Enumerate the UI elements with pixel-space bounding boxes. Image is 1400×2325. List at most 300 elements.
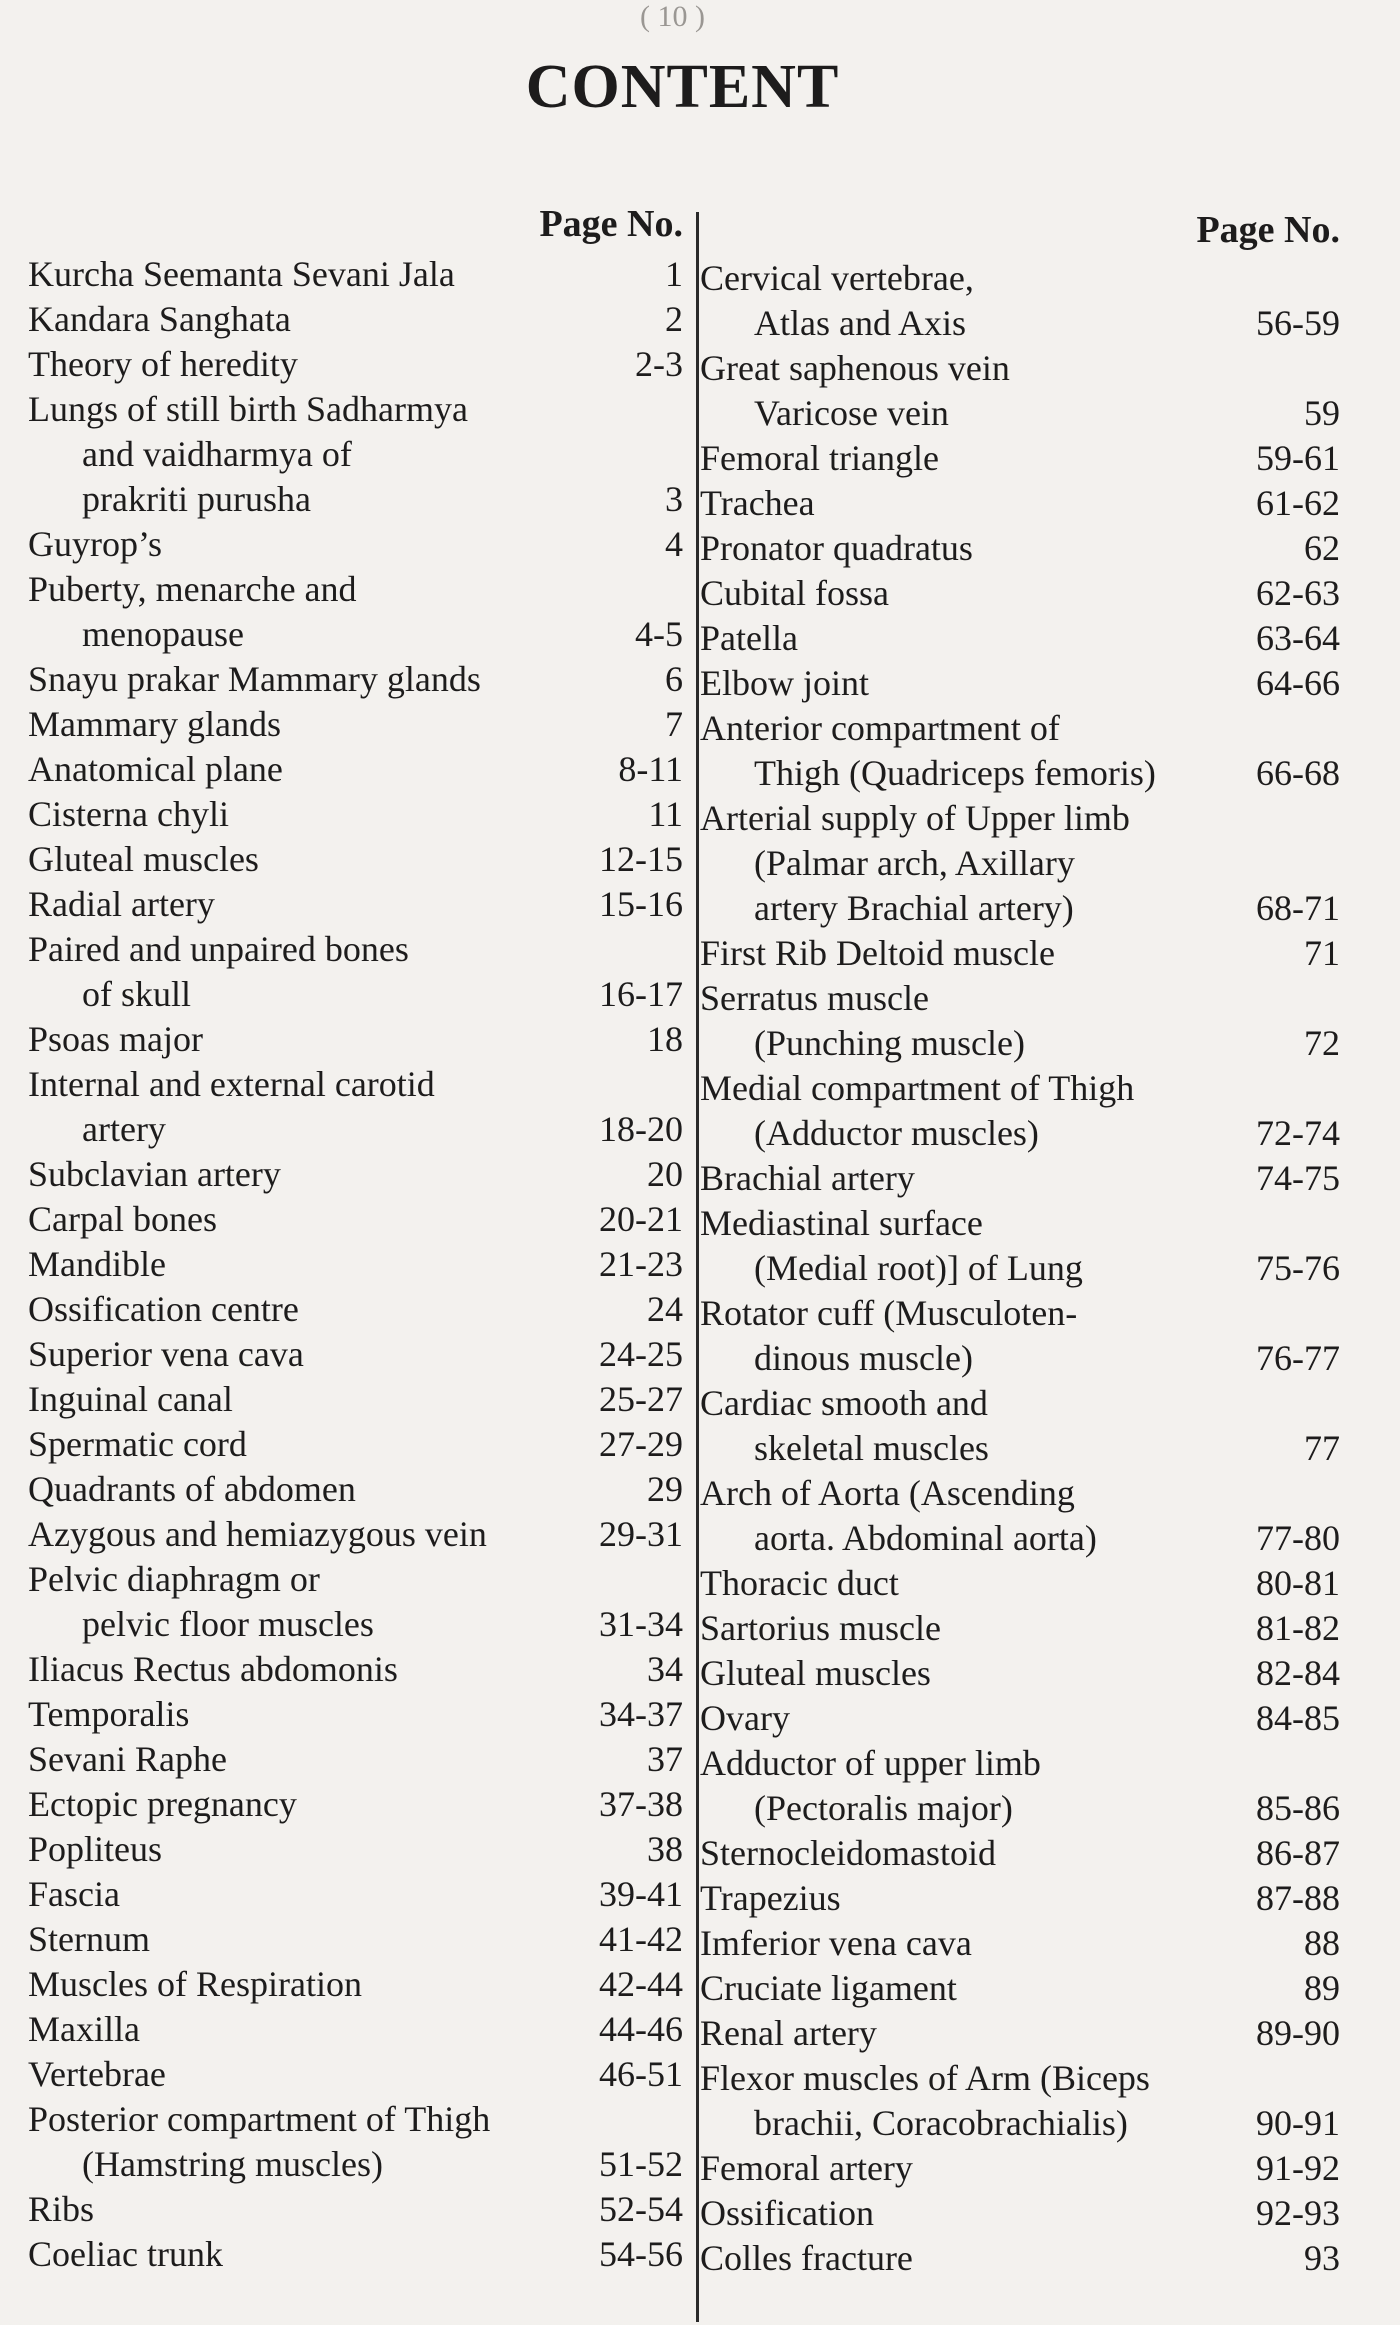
toc-entry bbox=[28, 1512, 683, 1557]
toc-entry-line bbox=[700, 346, 1340, 391]
toc-entry bbox=[28, 1242, 683, 1287]
toc-entry-line bbox=[28, 1377, 683, 1422]
toc-entry-page: 72-74 bbox=[1256, 1113, 1340, 1153]
toc-entry bbox=[28, 2052, 683, 2097]
toc-entry-title: Sternum bbox=[28, 1919, 150, 1959]
toc-entry-title: Cisterna chyli bbox=[28, 794, 229, 834]
toc-entry-title: Snayu prakar Mammary glands bbox=[28, 659, 481, 699]
toc-entry-title: Trachea bbox=[700, 483, 815, 523]
toc-entry-page: 62 bbox=[1304, 528, 1340, 568]
toc-entry-title: (Pectoralis major) bbox=[754, 1788, 1013, 1828]
toc-entry bbox=[700, 706, 1340, 796]
toc-entry-title: Arterial supply of Upper limb bbox=[700, 798, 1130, 838]
toc-entry-line bbox=[700, 751, 1340, 796]
toc-entry-title: Puberty, menarche and bbox=[28, 569, 357, 609]
toc-entry-title: Mandible bbox=[28, 1244, 166, 1284]
toc-entry-line bbox=[700, 1471, 1340, 1516]
toc-entry-page: 82-84 bbox=[1256, 1653, 1340, 1693]
toc-entry-line bbox=[28, 837, 683, 882]
toc-entry-line bbox=[28, 297, 683, 342]
toc-entry-page: 27-29 bbox=[599, 1424, 683, 1464]
toc-entry bbox=[28, 927, 683, 1017]
toc-entry-page: 84-85 bbox=[1256, 1698, 1340, 1738]
toc-entry bbox=[28, 342, 683, 387]
toc-entry-title: Trapezius bbox=[700, 1878, 841, 1918]
toc-entry-line bbox=[28, 747, 683, 792]
toc-entry bbox=[700, 2191, 1340, 2236]
toc-entry-line bbox=[700, 616, 1340, 661]
toc-entry-page: 63-64 bbox=[1256, 618, 1340, 658]
toc-entry bbox=[28, 1782, 683, 1827]
toc-entry-line bbox=[28, 927, 683, 972]
toc-entry bbox=[28, 1737, 683, 1782]
toc-entry-title: Guyrop’s bbox=[28, 524, 162, 564]
toc-entry bbox=[700, 1291, 1340, 1381]
toc-entry-line bbox=[28, 1737, 683, 1782]
toc-entry-line bbox=[700, 2191, 1340, 2236]
toc-entry-title: Sartorius muscle bbox=[700, 1608, 941, 1648]
toc-entry-line bbox=[28, 612, 683, 657]
toc-entry-line bbox=[28, 1062, 683, 1107]
toc-entry bbox=[28, 522, 683, 567]
toc-entry bbox=[700, 1831, 1340, 1876]
toc-entry-line bbox=[700, 931, 1340, 976]
toc-entry-title: brachii, Coracobrachialis) bbox=[754, 2103, 1128, 2143]
page-title: CONTENT bbox=[525, 53, 840, 121]
toc-entry-title: skeletal muscles bbox=[754, 1428, 989, 1468]
toc-entry-line bbox=[700, 2056, 1340, 2101]
toc-entry-line bbox=[700, 526, 1340, 571]
toc-entry-title: Ribs bbox=[28, 2189, 95, 2229]
toc-entry-title: Coeliac trunk bbox=[28, 2234, 223, 2274]
toc-entry-title: Ovary bbox=[700, 1698, 790, 1738]
toc-entry bbox=[28, 1017, 683, 1062]
toc-entry-line bbox=[28, 1827, 683, 1872]
toc-entry-title: (Punching muscle) bbox=[754, 1023, 1025, 1063]
toc-entry-line bbox=[700, 1066, 1340, 1111]
toc-entry-line bbox=[28, 522, 683, 567]
toc-entry-line bbox=[28, 2232, 683, 2277]
toc-entry-page: 72 bbox=[1304, 1023, 1340, 1063]
toc-entry-title: Internal and external carotid bbox=[28, 1064, 435, 1104]
toc-entry bbox=[700, 1876, 1340, 1921]
toc-entry-line bbox=[28, 1332, 683, 1377]
toc-entry-title: Ossification bbox=[700, 2193, 874, 2233]
toc-entry bbox=[28, 1062, 683, 1152]
toc-entry-line bbox=[28, 1692, 683, 1737]
toc-entry-line bbox=[700, 841, 1340, 886]
toc-entry-page: 89 bbox=[1304, 1968, 1340, 2008]
toc-entry-page: 52-54 bbox=[599, 2189, 683, 2229]
toc-entry-title: Great saphenous vein bbox=[700, 348, 1010, 388]
toc-entry-line bbox=[28, 1782, 683, 1827]
toc-entry-title: Sevani Raphe bbox=[28, 1739, 227, 1779]
toc-entry-line bbox=[700, 1201, 1340, 1246]
toc-entry-line bbox=[28, 2007, 683, 2052]
toc-entry-page: 61-62 bbox=[1256, 483, 1340, 523]
toc-entry-title: Gluteal muscles bbox=[700, 1653, 931, 1693]
toc-entry-line bbox=[700, 886, 1340, 931]
toc-entry bbox=[28, 1467, 683, 1512]
toc-entry bbox=[700, 931, 1340, 976]
toc-entry-title: Anterior compartment of bbox=[700, 708, 1060, 748]
toc-entry bbox=[700, 1606, 1340, 1651]
toc-entry bbox=[28, 252, 683, 297]
toc-entry-page: 77-80 bbox=[1256, 1518, 1340, 1558]
toc-entry-page: 41-42 bbox=[599, 1919, 683, 1959]
toc-entry-title: Posterior compartment of Thigh bbox=[28, 2099, 491, 2139]
toc-entry bbox=[700, 346, 1340, 436]
toc-entry-line bbox=[28, 1422, 683, 1467]
toc-entry-title: Cardiac smooth and bbox=[700, 1383, 988, 1423]
toc-entry bbox=[700, 1651, 1340, 1696]
toc-entry-title: Mammary glands bbox=[28, 704, 281, 744]
toc-entry-line bbox=[700, 1111, 1340, 1156]
toc-entry-title: Imferior vena cava bbox=[700, 1923, 972, 1963]
toc-entry bbox=[28, 1962, 683, 2007]
toc-entry-page: 71 bbox=[1304, 933, 1340, 973]
toc-entry-title: Subclavian artery bbox=[28, 1154, 281, 1194]
toc-entry bbox=[28, 1557, 683, 1647]
toc-entry-title: Carpal bones bbox=[28, 1199, 217, 1239]
toc-entry-title: (Adductor muscles) bbox=[754, 1113, 1039, 1153]
toc-entry bbox=[700, 1741, 1340, 1831]
toc-entry-title: Rotator cuff (Musculoten- bbox=[700, 1293, 1078, 1333]
toc-entry-page: 87-88 bbox=[1256, 1878, 1340, 1918]
toc-entry-title: First Rib Deltoid muscle bbox=[700, 933, 1055, 973]
toc-entry-page: 90-91 bbox=[1256, 2103, 1340, 2143]
toc-entry-title: Thigh (Quadriceps femoris) bbox=[754, 753, 1156, 793]
toc-entry bbox=[700, 796, 1340, 931]
toc-entry-title: Flexor muscles of Arm (Biceps bbox=[700, 2058, 1150, 2098]
toc-entry bbox=[28, 567, 683, 657]
toc-entry-title: Arch of Aorta (Ascending bbox=[700, 1473, 1075, 1513]
toc-entry-line bbox=[28, 432, 683, 477]
toc-entry bbox=[700, 1471, 1340, 1561]
toc-entry-line bbox=[28, 1872, 683, 1917]
right-page-no-header: Page No. bbox=[1196, 209, 1340, 251]
toc-entry-title: (Medial root)] of Lung bbox=[754, 1248, 1083, 1288]
toc-entry bbox=[700, 2011, 1340, 2056]
toc-entry-page: 59 bbox=[1304, 393, 1340, 433]
toc-entry-title: Ectopic pregnancy bbox=[28, 1784, 297, 1824]
toc-entry-title: Popliteus bbox=[28, 1829, 163, 1869]
toc-entry-page: 91-92 bbox=[1256, 2148, 1340, 2188]
toc-entry bbox=[28, 297, 683, 342]
toc-entry-page: 37-38 bbox=[599, 1784, 683, 1824]
toc-entry-title: dinous muscle) bbox=[754, 1338, 973, 1378]
toc-entry-title: Cubital fossa bbox=[700, 573, 889, 613]
toc-entry-title: Paired and unpaired bones bbox=[28, 929, 409, 969]
toc-entry-page: 92-93 bbox=[1256, 2193, 1340, 2233]
toc-entry bbox=[700, 1201, 1340, 1291]
toc-entry-title: Serratus muscle bbox=[700, 978, 929, 1018]
toc-entry-title: and vaidharmya of bbox=[82, 434, 352, 474]
toc-entry bbox=[28, 1647, 683, 1692]
toc-entry-title: Inguinal canal bbox=[28, 1379, 233, 1419]
toc-entry bbox=[28, 1872, 683, 1917]
toc-entry-title: Sternocleidomastoid bbox=[700, 1833, 996, 1873]
toc-entry-page: 34 bbox=[647, 1649, 683, 1689]
toc-entry-line bbox=[700, 2146, 1340, 2191]
toc-entry-line bbox=[700, 301, 1340, 346]
toc-entry-title: Superior vena cava bbox=[28, 1334, 304, 1374]
toc-entry bbox=[28, 2007, 683, 2052]
toc-entry-page: 75-76 bbox=[1256, 1248, 1340, 1288]
toc-entry-line bbox=[700, 1426, 1340, 1471]
toc-entry-title: menopause bbox=[82, 614, 244, 654]
toc-entry-line bbox=[700, 1741, 1340, 1786]
toc-entry-title: Atlas and Axis bbox=[754, 303, 966, 343]
toc-entry-page: 93 bbox=[1304, 2238, 1340, 2278]
toc-entry-title: artery Brachial artery) bbox=[754, 888, 1074, 928]
toc-entry bbox=[700, 2146, 1340, 2191]
toc-entry bbox=[28, 1197, 683, 1242]
toc-entry-line bbox=[700, 1876, 1340, 1921]
toc-entry-line bbox=[700, 1696, 1340, 1741]
toc-entry-title: Gluteal muscles bbox=[28, 839, 259, 879]
toc-entry bbox=[700, 436, 1340, 481]
toc-entry-line bbox=[28, 2097, 683, 2142]
toc-entry bbox=[700, 2236, 1340, 2281]
toc-entry bbox=[700, 1381, 1340, 1471]
toc-entry-title: (Palmar arch, Axillary bbox=[754, 843, 1075, 883]
toc-entry-title: Pelvic diaphragm or bbox=[28, 1559, 320, 1599]
toc-entry bbox=[700, 1921, 1340, 1966]
toc-entry-title: Kurcha Seemanta Sevani Jala bbox=[28, 254, 455, 294]
toc-entry-page: 6 bbox=[665, 659, 683, 699]
toc-entry-page: 44-46 bbox=[599, 2009, 683, 2049]
toc-entry bbox=[28, 2232, 683, 2277]
toc-entry-page: 86-87 bbox=[1256, 1833, 1340, 1873]
toc-entry-line bbox=[28, 477, 683, 522]
toc-entry-line bbox=[28, 567, 683, 612]
toc-entry-title: Muscles of Respiration bbox=[28, 1964, 362, 2004]
toc-entry-page: 24 bbox=[647, 1289, 683, 1329]
toc-entry-title: Psoas major bbox=[28, 1019, 203, 1059]
toc-entry-page: 38 bbox=[647, 1829, 683, 1869]
toc-entry-page: 1 bbox=[665, 254, 683, 294]
toc-entry-line bbox=[28, 882, 683, 927]
toc-entry bbox=[28, 747, 683, 792]
toc-entry-page: 20-21 bbox=[599, 1199, 683, 1239]
toc-entry-page: 39-41 bbox=[599, 1874, 683, 1914]
toc-entry-line bbox=[28, 1017, 683, 1062]
toc-entry bbox=[28, 1692, 683, 1737]
toc-entry-title: Mediastinal surface bbox=[700, 1203, 983, 1243]
toc-entry-page: 4 bbox=[665, 524, 683, 564]
toc-entry-title: Thoracic duct bbox=[700, 1563, 899, 1603]
toc-entry-line bbox=[28, 1512, 683, 1557]
toc-entry-line bbox=[28, 1152, 683, 1197]
toc-entry-line bbox=[700, 1021, 1340, 1066]
toc-entry-title: Cervical vertebrae, bbox=[700, 258, 974, 298]
toc-entry-line bbox=[700, 1966, 1340, 2011]
toc-entry-page: 64-66 bbox=[1256, 663, 1340, 703]
toc-entry bbox=[28, 702, 683, 747]
toc-entry-line bbox=[28, 1557, 683, 1602]
toc-entry-page: 11 bbox=[648, 794, 683, 834]
toc-entry-page: 37 bbox=[647, 1739, 683, 1779]
toc-entry-line bbox=[700, 1786, 1340, 1831]
toc-entry bbox=[700, 1696, 1340, 1741]
toc-entry bbox=[28, 2097, 683, 2187]
toc-entry-line bbox=[28, 1197, 683, 1242]
toc-entry-line bbox=[28, 2052, 683, 2097]
toc-entry-title: Renal artery bbox=[700, 2013, 877, 2053]
toc-entry-title: Azygous and hemiazygous vein bbox=[28, 1514, 487, 1554]
toc-entry-page: 29-31 bbox=[599, 1514, 683, 1554]
toc-entry-line bbox=[700, 391, 1340, 436]
toc-entry-line bbox=[700, 1246, 1340, 1291]
toc-entry bbox=[700, 1966, 1340, 2011]
toc-entry-title: Femoral triangle bbox=[700, 438, 939, 478]
toc-entry-title: Theory of heredity bbox=[28, 344, 298, 384]
toc-entry bbox=[28, 882, 683, 927]
toc-entry-page: 66-68 bbox=[1256, 753, 1340, 793]
toc-entry-line bbox=[700, 1606, 1340, 1651]
toc-entry-title: Femoral artery bbox=[700, 2148, 913, 2188]
toc-entry bbox=[700, 2056, 1340, 2146]
toc-entry-line bbox=[700, 661, 1340, 706]
toc-entry-page: 62-63 bbox=[1256, 573, 1340, 613]
right-entry-list bbox=[700, 256, 1340, 2281]
toc-entry-page: 85-86 bbox=[1256, 1788, 1340, 1828]
toc-entry bbox=[28, 792, 683, 837]
toc-entry-line bbox=[700, 436, 1340, 481]
toc-entry-page: 29 bbox=[647, 1469, 683, 1509]
toc-entry-page: 20 bbox=[647, 1154, 683, 1194]
toc-entry-page: 25-27 bbox=[599, 1379, 683, 1419]
toc-entry-line bbox=[28, 1242, 683, 1287]
toc-entry-title: Adductor of upper limb bbox=[700, 1743, 1041, 1783]
left-page-no-header: Page No. bbox=[539, 203, 683, 245]
toc-entry-title: Temporalis bbox=[28, 1694, 190, 1734]
toc-entry-page: 15-16 bbox=[599, 884, 683, 924]
toc-entry-page: 59-61 bbox=[1256, 438, 1340, 478]
toc-entry-line bbox=[28, 1602, 683, 1647]
toc-entry-line bbox=[28, 2142, 683, 2187]
toc-entry bbox=[28, 1332, 683, 1377]
toc-entry-page: 54-56 bbox=[599, 2234, 683, 2274]
toc-entry-page: 2-3 bbox=[635, 344, 683, 384]
toc-entry bbox=[700, 616, 1340, 661]
toc-entry-line bbox=[700, 571, 1340, 616]
right-column bbox=[700, 196, 1340, 2281]
toc-entry-line bbox=[700, 1336, 1340, 1381]
toc-entry-line bbox=[28, 657, 683, 702]
toc-entry-page: 46-51 bbox=[599, 2054, 683, 2094]
toc-entry-page: 89-90 bbox=[1256, 2013, 1340, 2053]
toc-entry-line bbox=[700, 481, 1340, 526]
toc-entry-line bbox=[700, 796, 1340, 841]
toc-entry-title: (Hamstring muscles) bbox=[82, 2144, 383, 2184]
toc-entry-line bbox=[28, 252, 683, 297]
left-entry-list bbox=[28, 252, 683, 2277]
toc-entry-line bbox=[700, 1516, 1340, 1561]
toc-entry-line bbox=[28, 1647, 683, 1692]
toc-entry-title: Spermatic cord bbox=[28, 1424, 247, 1464]
toc-entry-page: 34-37 bbox=[599, 1694, 683, 1734]
toc-entry-title: Maxilla bbox=[28, 2009, 140, 2049]
toc-entry bbox=[28, 1287, 683, 1332]
toc-entry-title: Pronator quadratus bbox=[700, 528, 973, 568]
toc-entry bbox=[700, 976, 1340, 1066]
toc-entry-title: Varicose vein bbox=[754, 393, 949, 433]
left-column bbox=[28, 196, 683, 2277]
toc-entry-page: 4-5 bbox=[635, 614, 683, 654]
toc-entry-line bbox=[28, 387, 683, 432]
toc-entry-line bbox=[700, 256, 1340, 301]
toc-entry-title: Brachial artery bbox=[700, 1158, 915, 1198]
toc-entry-title: of skull bbox=[82, 974, 192, 1014]
toc-entry-line bbox=[700, 706, 1340, 751]
toc-entry bbox=[700, 661, 1340, 706]
toc-entry-page: 18-20 bbox=[599, 1109, 683, 1149]
toc-entry-line bbox=[700, 2011, 1340, 2056]
toc-entry bbox=[700, 256, 1340, 346]
toc-entry-title: pelvic floor muscles bbox=[82, 1604, 374, 1644]
toc-entry-title: aorta. Abdominal aorta) bbox=[754, 1518, 1097, 1558]
toc-entry-line bbox=[28, 1962, 683, 2007]
toc-entry bbox=[28, 1377, 683, 1422]
toc-entry-page: 77 bbox=[1304, 1428, 1340, 1468]
toc-entry-line bbox=[700, 1381, 1340, 1426]
toc-entry-title: prakriti purusha bbox=[82, 479, 311, 519]
toc-entry-line bbox=[700, 2101, 1340, 2146]
toc-entry bbox=[700, 481, 1340, 526]
toc-entry-page: 81-82 bbox=[1256, 1608, 1340, 1648]
toc-entry-page: 24-25 bbox=[599, 1334, 683, 1374]
toc-entry-page: 42-44 bbox=[599, 1964, 683, 2004]
toc-entry-title: Anatomical plane bbox=[28, 749, 283, 789]
toc-entry bbox=[700, 571, 1340, 616]
toc-entry-line bbox=[28, 2187, 683, 2232]
toc-entry-line bbox=[28, 972, 683, 1017]
toc-entry-title: Cruciate ligament bbox=[700, 1968, 957, 2008]
toc-entry-line bbox=[700, 1561, 1340, 1606]
toc-entry bbox=[700, 526, 1340, 571]
page-number-marker: ( 10 ) bbox=[640, 0, 705, 33]
toc-entry-page: 68-71 bbox=[1256, 888, 1340, 928]
toc-entry-title: artery bbox=[82, 1109, 166, 1149]
toc-entry-page: 56-59 bbox=[1256, 303, 1340, 343]
toc-entry bbox=[28, 2187, 683, 2232]
toc-entry-line bbox=[700, 1921, 1340, 1966]
toc-entry-line bbox=[28, 792, 683, 837]
toc-entry-title: Vertebrae bbox=[28, 2054, 166, 2094]
toc-entry-page: 7 bbox=[665, 704, 683, 744]
toc-entry-title: Lungs of still birth Sadharmya bbox=[28, 389, 468, 429]
toc-entry-line bbox=[28, 342, 683, 387]
column-divider bbox=[696, 212, 699, 2322]
toc-entry bbox=[700, 1561, 1340, 1606]
toc-entry-title: Radial artery bbox=[28, 884, 215, 924]
toc-entry bbox=[28, 387, 683, 522]
toc-entry-title: Elbow joint bbox=[700, 663, 869, 703]
toc-entry bbox=[28, 1152, 683, 1197]
toc-entry-page: 21-23 bbox=[599, 1244, 683, 1284]
toc-entry bbox=[28, 837, 683, 882]
toc-entry-page: 16-17 bbox=[599, 974, 683, 1014]
toc-entry-line bbox=[700, 2236, 1340, 2281]
toc-entry-title: Medial compartment of Thigh bbox=[700, 1068, 1135, 1108]
toc-entry-page: 51-52 bbox=[599, 2144, 683, 2184]
toc-entry bbox=[28, 1827, 683, 1872]
toc-entry bbox=[700, 1156, 1340, 1201]
toc-entry bbox=[28, 1422, 683, 1467]
toc-entry-page: 2 bbox=[665, 299, 683, 339]
